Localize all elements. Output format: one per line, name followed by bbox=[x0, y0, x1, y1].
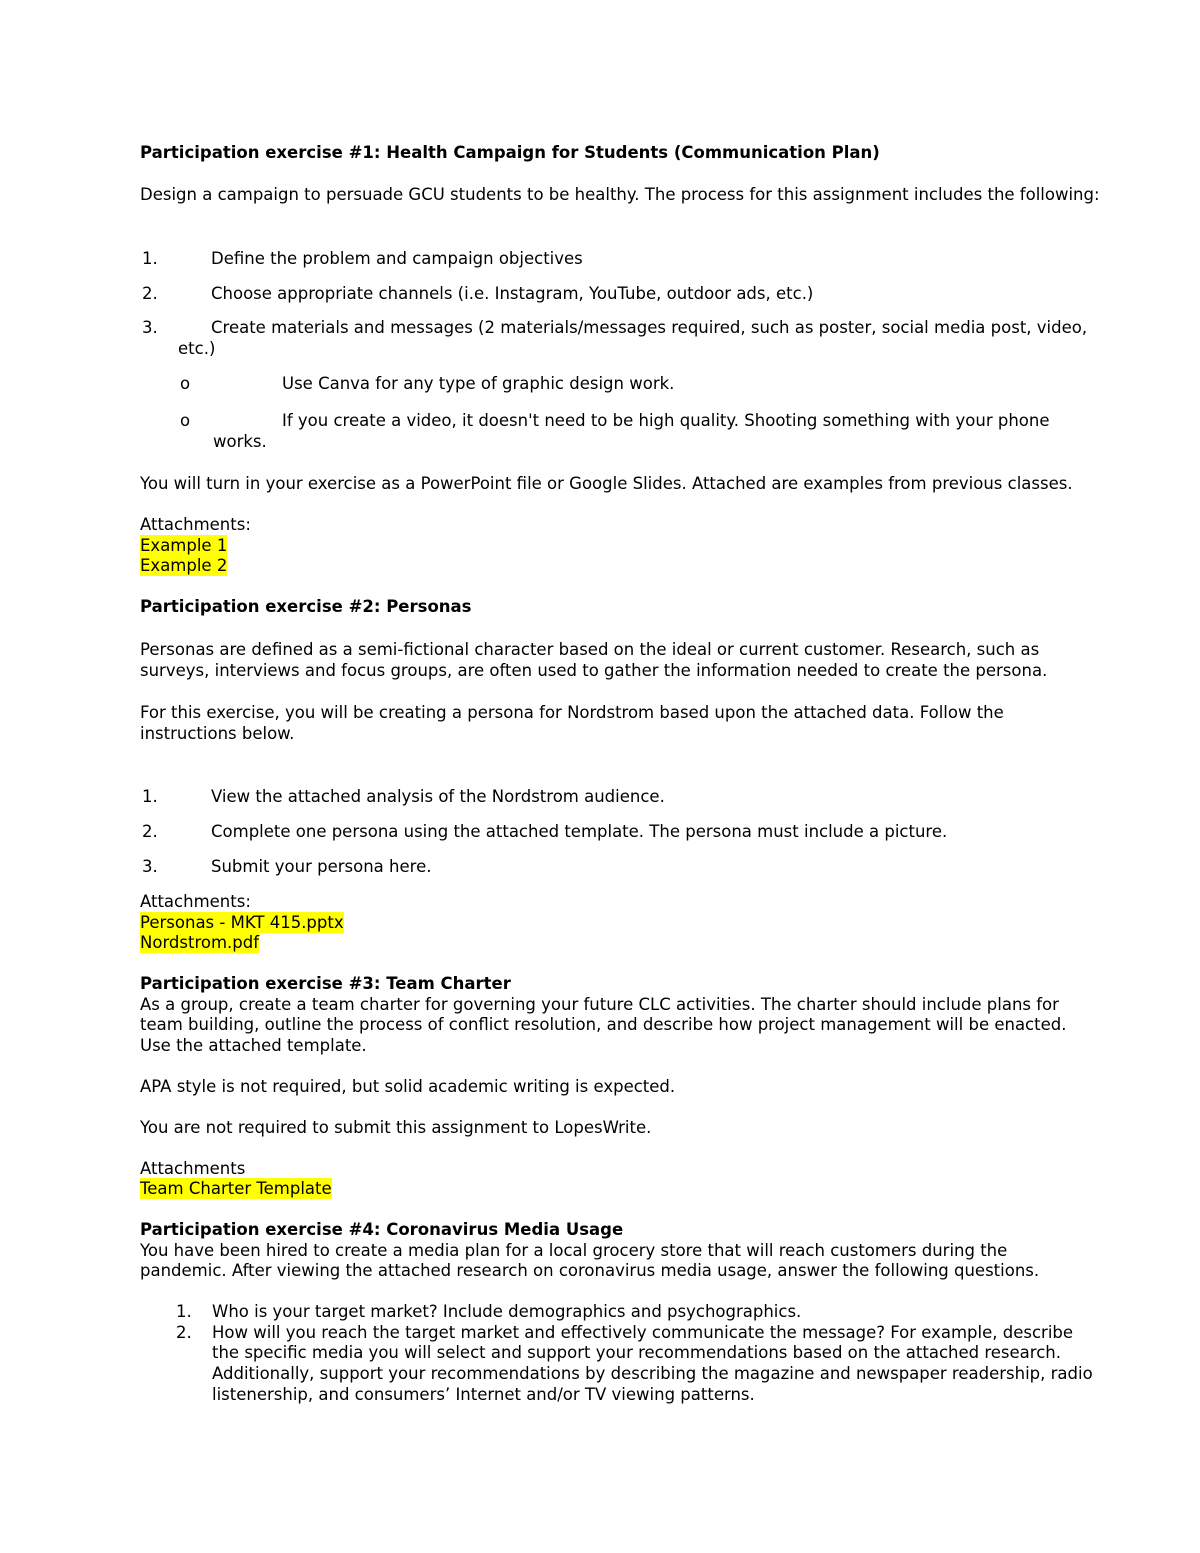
ex1-attachments-label: Attachments: bbox=[140, 515, 251, 534]
ex1-attachment-link-1[interactable]: Example 1 bbox=[140, 536, 228, 555]
ex4-para1-line1: You have been hired to create a media plan for a local grocery store that will reach customers during the bbox=[140, 1241, 1008, 1260]
ex1-step-3: Create materials and messages (2 materials/messages required, such as poster, social media post, video, bbox=[211, 318, 1088, 337]
ex1-attachment-link-2[interactable]: Example 2 bbox=[140, 556, 228, 575]
ex4-question-2-line3: Additionally, support your recommendations by describing the magazine and newspaper readership, radio bbox=[212, 1364, 1093, 1383]
ex1-sub-1: Use Canva for any type of graphic design work. bbox=[282, 374, 675, 393]
ex1-heading: Participation exercise #1: Health Campaign for Students (Communication Plan) bbox=[140, 143, 880, 162]
ex4-para1-line2: pandemic. After viewing the attached research on coronavirus media usage, answer the following questions. bbox=[140, 1261, 1040, 1280]
ex2-attachment-link-2[interactable]: Nordstrom.pdf bbox=[140, 933, 260, 952]
ex1-step-2: Choose appropriate channels (i.e. Instagram, YouTube, outdoor ads, etc.) bbox=[211, 284, 814, 303]
ex4-question-2-line1: How will you reach the target market and effectively communicate the message? For example, describe bbox=[212, 1323, 1074, 1342]
ex2-step-2-number: 2. bbox=[142, 822, 158, 841]
ex2-step-1: View the attached analysis of the Nordstrom audience. bbox=[211, 787, 665, 806]
ex1-sub-bullet-1: o bbox=[180, 374, 191, 393]
ex4-question-1-number: 1. bbox=[176, 1302, 192, 1321]
ex3-heading: Participation exercise #3: Team Charter bbox=[140, 974, 511, 993]
ex1-step-1: Define the problem and campaign objectives bbox=[211, 249, 583, 268]
ex2-para1-line2: surveys, interviews and focus groups, are often used to gather the information needed to create the persona. bbox=[140, 661, 1048, 680]
ex2-step-3-number: 3. bbox=[142, 857, 158, 876]
ex3-para1-line1: As a group, create a team charter for governing your future CLC activities. The charter should include plans for bbox=[140, 995, 1059, 1014]
ex1-sub-bullet-2: o bbox=[180, 411, 191, 430]
ex4-question-2-line2: the specific media you will select and support your recommendations based on the attached research. bbox=[212, 1343, 1061, 1362]
ex2-para2-line1: For this exercise, you will be creating a persona for Nordstrom based upon the attached data. Follow the bbox=[140, 703, 1004, 722]
ex2-para2-line2: instructions below. bbox=[140, 724, 295, 743]
ex2-step-3: Submit your persona here. bbox=[211, 857, 432, 876]
ex2-para1-line1: Personas are defined as a semi-fictional character based on the ideal or current customer. Research, such as bbox=[140, 640, 1040, 659]
ex4-question-1: Who is your target market? Include demographics and psychographics. bbox=[212, 1302, 802, 1321]
ex3-para2: APA style is not required, but solid academic writing is expected. bbox=[140, 1077, 676, 1096]
ex1-step-3-number: 3. bbox=[142, 318, 158, 337]
ex1-sub-2-continued: works. bbox=[213, 432, 267, 451]
ex1-sub-2: If you create a video, it doesn't need to be high quality. Shooting something with your phone bbox=[282, 411, 1050, 430]
ex3-para1-line2: team building, outline the process of conflict resolution, and describe how project management will be enacted. bbox=[140, 1015, 1067, 1034]
ex3-para3: You are not required to submit this assignment to LopesWrite. bbox=[140, 1118, 652, 1137]
ex2-attachments-label: Attachments: bbox=[140, 892, 251, 911]
ex1-step-2-number: 2. bbox=[142, 284, 158, 303]
ex4-question-2-number: 2. bbox=[176, 1323, 192, 1342]
ex1-step-1-number: 1. bbox=[142, 249, 158, 268]
ex4-heading: Participation exercise #4: Coronavirus Media Usage bbox=[140, 1220, 624, 1239]
ex3-attachments-label: Attachments bbox=[140, 1159, 246, 1178]
ex2-attachment-link-1[interactable]: Personas - MKT 415.pptx bbox=[140, 913, 344, 932]
ex1-turn-in: You will turn in your exercise as a PowerPoint file or Google Slides. Attached are examples from previous classes. bbox=[140, 474, 1073, 493]
ex3-para1-line3: Use the attached template. bbox=[140, 1036, 367, 1055]
ex3-attachment-link-1[interactable]: Team Charter Template bbox=[140, 1179, 332, 1198]
ex4-question-2-line4: listenership, and consumers’ Internet and/or TV viewing patterns. bbox=[212, 1385, 755, 1404]
ex1-step-3-continued: etc.) bbox=[178, 339, 216, 358]
ex2-step-2: Complete one persona using the attached template. The persona must include a picture. bbox=[211, 822, 948, 841]
ex1-intro: Design a campaign to persuade GCU students to be healthy. The process for this assignment includes the following: bbox=[140, 185, 1100, 204]
ex2-step-1-number: 1. bbox=[142, 787, 158, 806]
ex2-heading: Participation exercise #2: Personas bbox=[140, 597, 472, 616]
